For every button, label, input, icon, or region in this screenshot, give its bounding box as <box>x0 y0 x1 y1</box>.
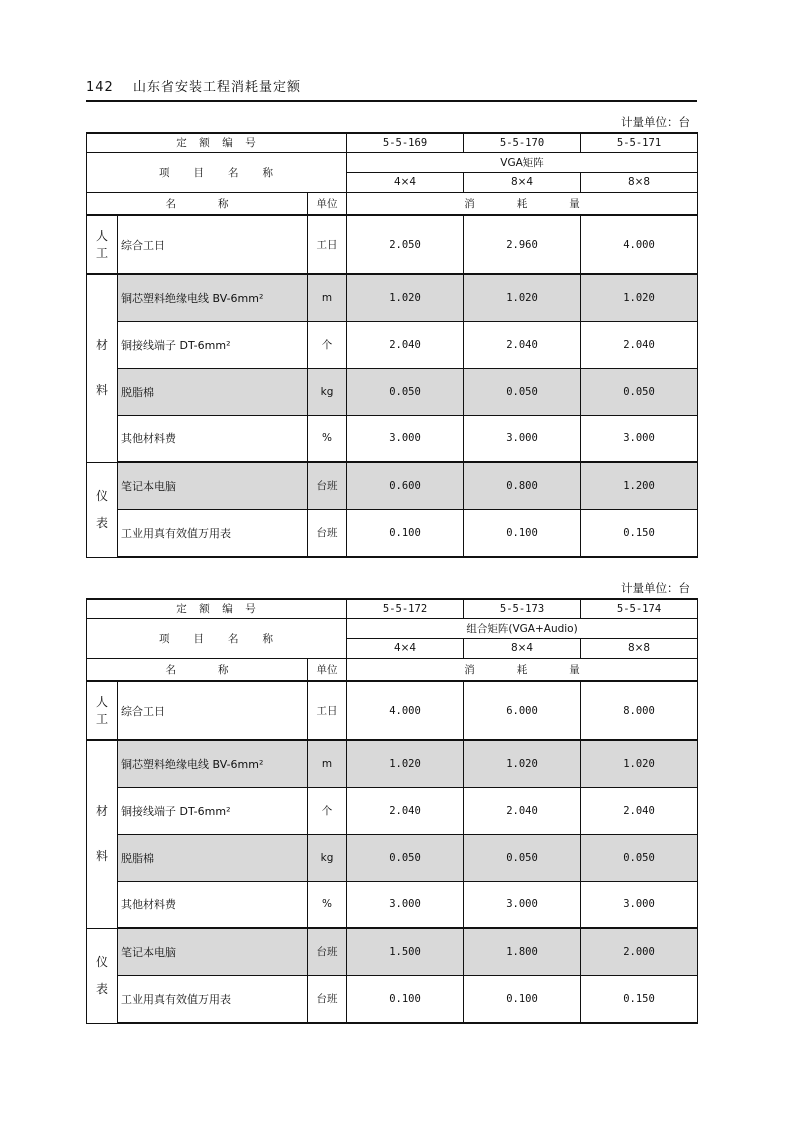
item-unit: 台班 <box>308 975 347 1023</box>
material-row <box>87 274 698 321</box>
code-cell: 5-5-169 <box>347 133 464 152</box>
group-name: VGA矩阵 <box>347 152 698 172</box>
value-cell: 8.000 <box>581 681 698 740</box>
item-name: 铜接线端子 DT-6mm² <box>118 787 308 834</box>
value-cell: 3.000 <box>464 881 581 928</box>
header-rule <box>86 100 697 102</box>
page-header <box>86 76 301 95</box>
instrument-row <box>87 928 698 975</box>
category-material <box>87 274 118 462</box>
value-cell: 0.100 <box>464 509 581 557</box>
item-name: 铜接线端子 DT-6mm² <box>118 321 308 368</box>
value-cell: 2.960 <box>464 215 581 274</box>
unit-label: 计量单位：台 <box>621 581 690 595</box>
category-labor <box>87 215 118 274</box>
code-row <box>87 599 698 618</box>
value-cell: 4.000 <box>581 215 698 274</box>
book-title: 山东省安装工程消耗量定额 <box>132 80 301 95</box>
value-cell: 1.020 <box>347 740 464 787</box>
value-cell: 2.040 <box>464 321 581 368</box>
value-cell: 2.040 <box>464 787 581 834</box>
group-row <box>87 152 698 172</box>
item-unit: 台班 <box>308 928 347 975</box>
col-name-header: 名 称 <box>87 658 308 681</box>
value-cell: 0.100 <box>464 975 581 1023</box>
category-instrument <box>87 928 118 1023</box>
value-cell: 3.000 <box>581 415 698 462</box>
category-label: 材 <box>95 338 108 353</box>
material-row <box>87 787 698 834</box>
value-cell: 0.600 <box>347 462 464 509</box>
item-name: 铜芯塑料绝缘电线 BV-6mm² <box>118 274 308 321</box>
item-unit: 个 <box>308 321 347 368</box>
page-number: 142 <box>86 80 114 95</box>
item-name: 其他材料费 <box>118 415 308 462</box>
code-cell: 5-5-172 <box>347 599 464 618</box>
item-unit: kg <box>308 368 347 415</box>
item-unit: 工日 <box>308 215 347 274</box>
item-name: 其他材料费 <box>118 881 308 928</box>
size-cell: 4×4 <box>347 638 464 658</box>
value-cell: 2.040 <box>581 787 698 834</box>
material-row <box>87 368 698 415</box>
value-cell: 1.020 <box>581 274 698 321</box>
column-header-row <box>87 658 698 681</box>
value-cell: 4.000 <box>347 681 464 740</box>
code-row <box>87 133 698 152</box>
labor-row <box>87 681 698 740</box>
value-cell: 2.040 <box>581 321 698 368</box>
category-label: 材 <box>95 804 108 819</box>
material-row <box>87 415 698 462</box>
category-label: 料 <box>95 849 108 864</box>
code-cell: 5-5-171 <box>581 133 698 152</box>
item-name: 笔记本电脑 <box>118 928 308 975</box>
dinge-label: 定 额 编 号 <box>87 133 347 152</box>
item-name: 笔记本电脑 <box>118 462 308 509</box>
value-cell: 1.020 <box>464 740 581 787</box>
material-row <box>87 740 698 787</box>
size-cell: 8×4 <box>464 638 581 658</box>
value-cell: 3.000 <box>581 881 698 928</box>
value-cell: 3.000 <box>464 415 581 462</box>
category-label: 人工 <box>96 694 109 726</box>
value-cell: 0.050 <box>347 834 464 881</box>
col-consumption-header: 消 耗 量 <box>347 658 698 681</box>
group-row <box>87 618 698 638</box>
xiangmu-label: 项 目 名 称 <box>87 152 347 192</box>
category-instrument <box>87 462 118 557</box>
code-cell: 5-5-170 <box>464 133 581 152</box>
item-unit: 台班 <box>308 509 347 557</box>
value-cell: 0.800 <box>464 462 581 509</box>
item-unit: m <box>308 274 347 321</box>
item-unit: m <box>308 740 347 787</box>
value-cell: 0.100 <box>347 975 464 1023</box>
value-cell: 2.040 <box>347 787 464 834</box>
value-cell: 1.500 <box>347 928 464 975</box>
category-label: 仪 <box>95 954 108 969</box>
item-name: 脱脂棉 <box>118 834 308 881</box>
material-row <box>87 834 698 881</box>
value-cell: 0.050 <box>581 368 698 415</box>
item-name: 工业用真有效值万用表 <box>118 509 308 557</box>
value-cell: 0.050 <box>581 834 698 881</box>
xiangmu-label: 项 目 名 称 <box>87 618 347 658</box>
item-unit: kg <box>308 834 347 881</box>
value-cell: 1.200 <box>581 462 698 509</box>
category-label: 仪 <box>95 488 108 503</box>
value-cell: 1.020 <box>464 274 581 321</box>
value-cell: 2.000 <box>581 928 698 975</box>
category-label: 表 <box>95 515 108 530</box>
category-labor <box>87 681 118 740</box>
instrument-row <box>87 462 698 509</box>
col-name-header: 名 称 <box>87 192 308 215</box>
group-name: 组合矩阵(VGA+Audio) <box>347 618 698 638</box>
value-cell: 1.020 <box>347 274 464 321</box>
value-cell: 6.000 <box>464 681 581 740</box>
column-header-row <box>87 192 698 215</box>
value-cell: 1.800 <box>464 928 581 975</box>
quota-table-2 <box>86 598 698 1024</box>
value-cell: 0.150 <box>581 975 698 1023</box>
col-unit-header: 单位 <box>308 192 347 215</box>
value-cell: 0.100 <box>347 509 464 557</box>
code-cell: 5-5-174 <box>581 599 698 618</box>
size-cell: 8×8 <box>581 172 698 192</box>
size-cell: 8×4 <box>464 172 581 192</box>
unit-label: 计量单位：台 <box>621 115 690 129</box>
category-label: 人工 <box>96 228 109 260</box>
item-unit: % <box>308 415 347 462</box>
size-cell: 8×8 <box>581 638 698 658</box>
item-name: 脱脂棉 <box>118 368 308 415</box>
value-cell: 3.000 <box>347 881 464 928</box>
col-consumption-header: 消 耗 量 <box>347 192 698 215</box>
value-cell: 2.050 <box>347 215 464 274</box>
value-cell: 0.150 <box>581 509 698 557</box>
code-cell: 5-5-173 <box>464 599 581 618</box>
item-name: 综合工日 <box>118 215 308 274</box>
quota-table-1 <box>86 132 698 558</box>
item-name: 综合工日 <box>118 681 308 740</box>
dinge-label: 定 额 编 号 <box>87 599 347 618</box>
instrument-row <box>87 509 698 557</box>
labor-row <box>87 215 698 274</box>
item-unit: 工日 <box>308 681 347 740</box>
category-label: 表 <box>95 981 108 996</box>
value-cell: 0.050 <box>464 834 581 881</box>
value-cell: 2.040 <box>347 321 464 368</box>
item-name: 铜芯塑料绝缘电线 BV-6mm² <box>118 740 308 787</box>
category-label: 料 <box>95 383 108 398</box>
item-name: 工业用真有效值万用表 <box>118 975 308 1023</box>
value-cell: 0.050 <box>464 368 581 415</box>
size-cell: 4×4 <box>347 172 464 192</box>
material-row <box>87 881 698 928</box>
category-material <box>87 740 118 928</box>
item-unit: 台班 <box>308 462 347 509</box>
value-cell: 1.020 <box>581 740 698 787</box>
col-unit-header: 单位 <box>308 658 347 681</box>
value-cell: 3.000 <box>347 415 464 462</box>
item-unit: % <box>308 881 347 928</box>
item-unit: 个 <box>308 787 347 834</box>
material-row <box>87 321 698 368</box>
value-cell: 0.050 <box>347 368 464 415</box>
instrument-row <box>87 975 698 1023</box>
